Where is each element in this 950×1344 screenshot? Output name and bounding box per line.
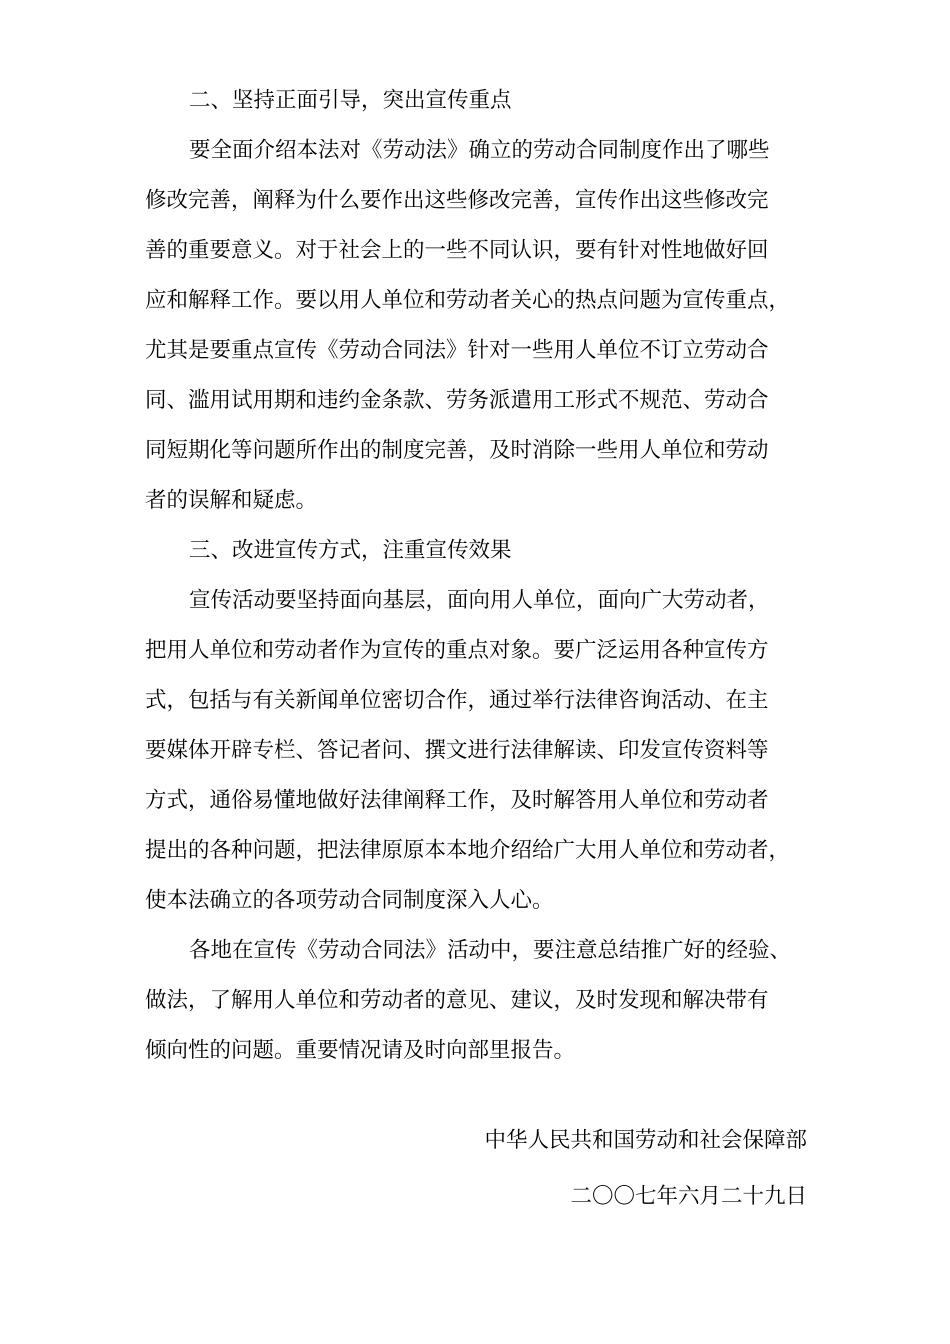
document-body <box>145 80 810 1080</box>
paragraph-line: 宣传活动要坚持面向基层，面向用人单位，面向广大劳动者， <box>189 588 770 613</box>
section-heading-2: 二、坚持正面引导，突出宣传重点 <box>189 88 512 113</box>
section-heading-3: 三、改进宣传方式，注重宣传效果 <box>189 538 512 563</box>
paragraph-line: 各地在宣传《劳动合同法》活动中，要注意总结推广好的经验、 <box>189 938 792 963</box>
paragraph-line: 使本法确立的各项劳动合同制度深入人心。 <box>145 888 554 913</box>
paragraph-line: 应和解释工作。要以用人单位和劳动者关心的热点问题为宣传重点， <box>145 288 791 313</box>
paragraph-line: 尤其是要重点宣传《劳动合同法》针对一些用人单位不订立劳动合 <box>145 338 769 363</box>
paragraph-line: 把用人单位和劳动者作为宣传的重点对象。要广泛运用各种宣传方 <box>145 638 769 663</box>
issuing-organization: 中华人民共和国劳动和社会保障部 <box>484 1128 807 1153</box>
paragraph-line: 善的重要意义。对于社会上的一些不同认识，要有针对性地做好回 <box>145 238 769 263</box>
issue-date: 二〇〇七年六月二十九日 <box>570 1184 807 1209</box>
paragraph-line: 者的误解和疑虑。 <box>145 488 318 513</box>
signature-block <box>484 1120 807 1232</box>
paragraph-line: 同、滥用试用期和违约金条款、劳务派遣用工形式不规范、劳动合 <box>145 388 769 413</box>
paragraph-line: 倾向性的问题。重要情况请及时向部里报告。 <box>145 1038 576 1063</box>
paragraph-line: 修改完善，阐释为什么要作出这些修改完善，宣传作出这些修改完 <box>145 188 769 213</box>
paragraph-line: 要全面介绍本法对《劳动法》确立的劳动合同制度作出了哪些 <box>189 138 770 163</box>
paragraph-line: 提出的各种问题，把法律原原本本地介绍给广大用人单位和劳动者， <box>145 838 791 863</box>
paragraph-line: 方式，通俗易懂地做好法律阐释工作，及时解答用人单位和劳动者 <box>145 788 769 813</box>
paragraph-line: 做法，了解用人单位和劳动者的意见、建议，及时发现和解决带有 <box>145 988 769 1013</box>
paragraph-line: 要媒体开辟专栏、答记者问、撰文进行法律解读、印发宣传资料等 <box>145 738 769 763</box>
paragraph-line: 式，包括与有关新闻单位密切合作，通过举行法律咨询活动、在主 <box>145 688 769 713</box>
paragraph-line: 同短期化等问题所作出的制度完善，及时消除一些用人单位和劳动 <box>145 438 769 463</box>
